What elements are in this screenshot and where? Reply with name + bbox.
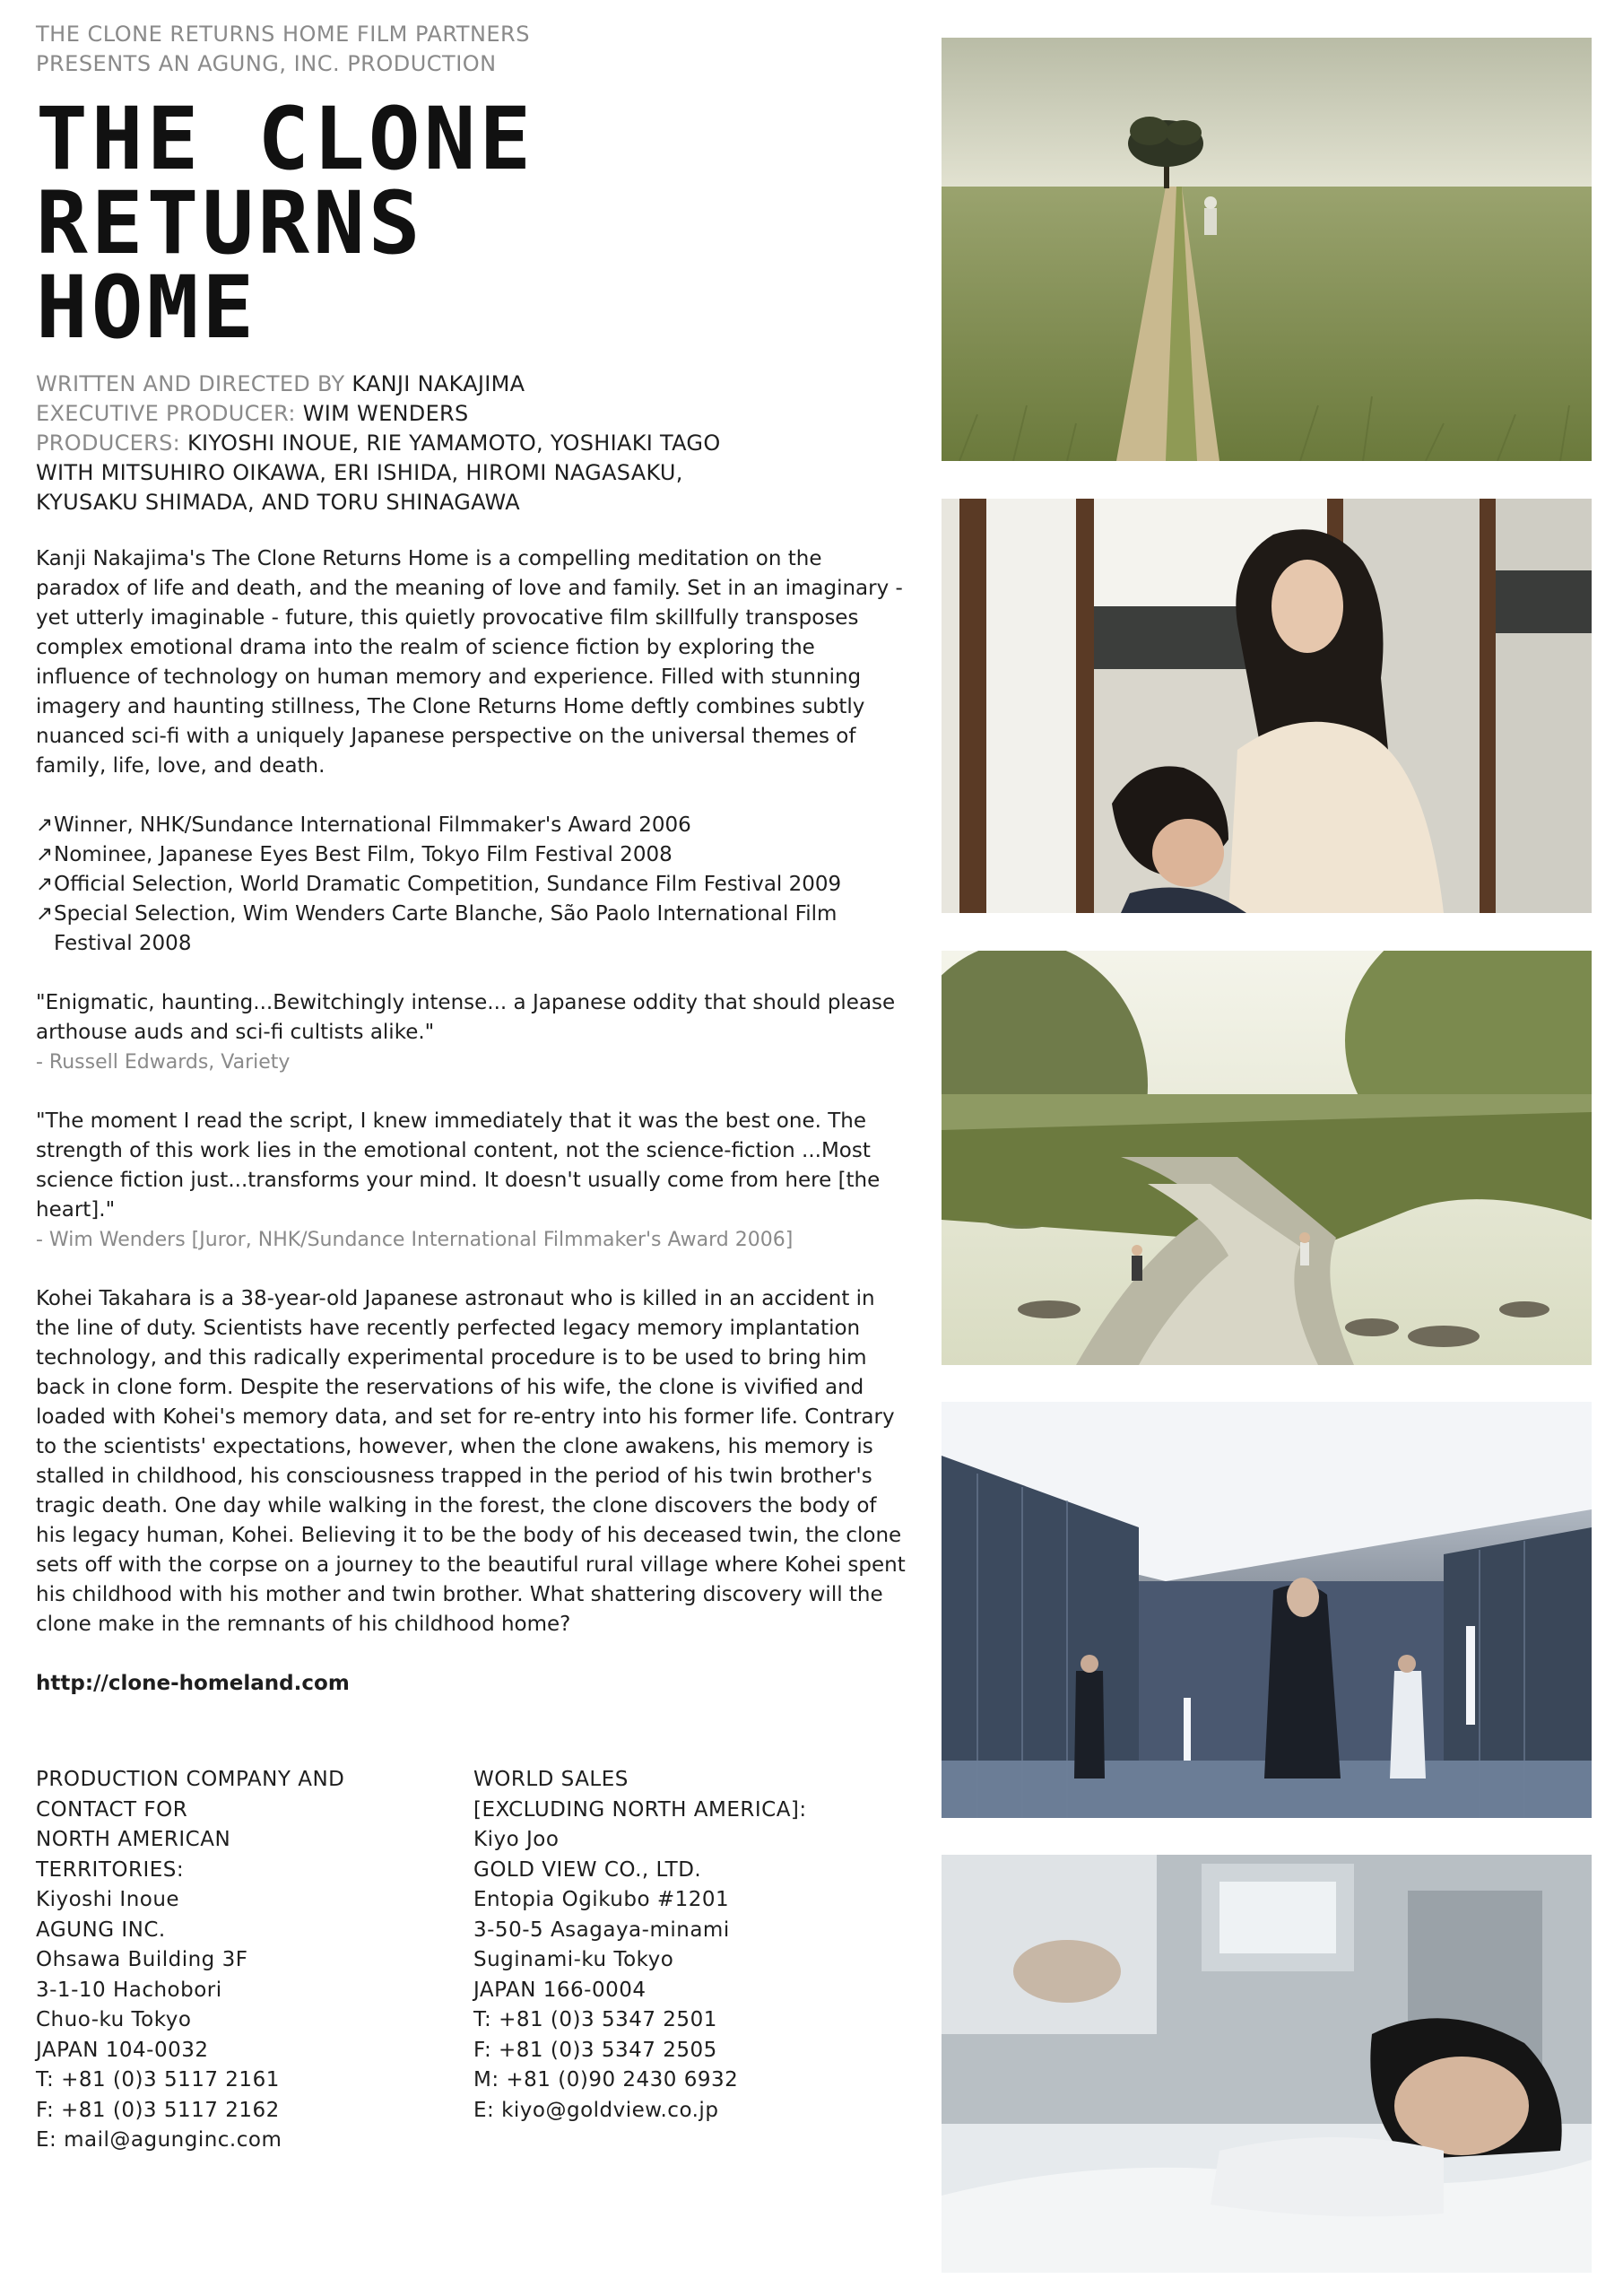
award-item xyxy=(36,900,910,959)
world-sales-contact xyxy=(473,1765,913,2126)
arrow-icon: ↗ xyxy=(36,902,54,926)
credit-label: PRODUCERS: xyxy=(36,430,187,456)
left-column xyxy=(36,20,910,1699)
credit-line xyxy=(36,488,910,517)
still-laboratory-image xyxy=(942,1402,1592,1818)
credit-line xyxy=(36,429,910,458)
contact-line: NORTH AMERICAN xyxy=(36,1828,231,1851)
credit-value: KYUSAKU SHIMADA, AND TORU SHINAGAWA xyxy=(36,490,520,515)
contact-line: JAPAN 104-0032 xyxy=(36,2038,209,2062)
title-line: THE CLONE xyxy=(36,89,535,189)
contact-line: JAPAN 166-0004 xyxy=(473,1978,647,2002)
contact-line: Kiyo Joo xyxy=(473,1828,560,1851)
award-text: Nominee, Japanese Eyes Best Film, Tokyo Film Festival 2008 xyxy=(54,843,673,866)
credit-value: WITH MITSUHIRO OIKAWA, ERI ISHIDA, HIROMI NAGASAKU, xyxy=(36,460,683,485)
credit-line xyxy=(36,458,910,488)
title-line: RETURNS xyxy=(36,173,424,274)
presenter-credit xyxy=(36,20,910,79)
synopsis-paragraph: Kanji Nakajima's The Clone Returns Home is a compelling meditation on the paradox of life and death, and the meaning of love and family. Set in an imaginary - yet utterly imaginable - future, this quietly provocative film skillfully transposes complex emotional drama into the realm of science fiction by exploring the influence of technology on human memory and experience. Filled with stunning imagery and haunting stillness, The Clone Returns Home deftly combines subtly nuanced sci-fi with a uniquely Japanese perspective on the universal themes of family, life, love, and death. xyxy=(36,547,903,778)
credit-value: KIYOSHI INOUE, RIE YAMAMOTO, YOSHIAKI TAGO xyxy=(187,430,721,456)
still-hospital xyxy=(942,1855,1592,2273)
award-text: Winner, NHK/Sundance International Filmmaker's Award 2006 xyxy=(54,813,691,837)
film-title xyxy=(36,89,910,358)
presenter-line: THE CLONE RETURNS HOME FILM PARTNERS xyxy=(36,22,530,47)
contact-email[interactable]: E: kiyo@goldview.co.jp xyxy=(473,2098,719,2122)
contact-line: 3-1-10 Hachobori xyxy=(36,1978,222,2002)
contact-line: WORLD SALES xyxy=(473,1768,629,1791)
still-field-path xyxy=(942,38,1592,461)
award-item xyxy=(36,870,910,900)
credit-value: WIM WENDERS xyxy=(302,401,469,426)
contact-fax: F: +81 (0)3 5117 2162 xyxy=(36,2098,280,2122)
contact-line: Suginami-ku Tokyo xyxy=(473,1948,674,1971)
award-item xyxy=(36,840,910,870)
contact-phone: T: +81 (0)3 5347 2501 xyxy=(473,2008,717,2031)
still-mother-son-image xyxy=(942,499,1592,913)
arrow-icon: ↗ xyxy=(36,813,54,837)
still-hospital-image xyxy=(942,1855,1592,2273)
quote-text: "The moment I read the script, I knew immediately that it was the best one. The strength of this work lies in the emotional content, not the science-fiction ...Most science fiction just...transforms your mind. It doesn't usually come from here [the heart]." xyxy=(36,1109,881,1222)
contact-line: Kiyoshi Inoue xyxy=(36,1888,180,1911)
contact-line: [EXCLUDING NORTH AMERICA]: xyxy=(473,1797,807,1822)
contact-line: 3-50-5 Asagaya-minami xyxy=(473,1918,730,1942)
press-quote xyxy=(36,1107,910,1255)
presenter-line: PRESENTS AN AGUNG, INC. PRODUCTION xyxy=(36,51,497,76)
credits-block xyxy=(36,370,910,517)
award-text: Special Selection, Wim Wenders Carte Blanche, São Paolo International Film Festival 2008 xyxy=(54,902,838,955)
contact-phone: T: +81 (0)3 5117 2161 xyxy=(36,2068,280,2092)
contact-line: Entopia Ogikubo #1201 xyxy=(473,1888,730,1911)
credit-line xyxy=(36,399,910,429)
still-stream-image xyxy=(942,951,1592,1365)
contact-fax: F: +81 (0)3 5347 2505 xyxy=(473,2038,717,2062)
awards-list xyxy=(36,811,910,959)
production-contact xyxy=(36,1765,457,2156)
quote-attribution: - Wim Wenders [Juror, NHK/Sundance International Filmmaker's Award 2006] xyxy=(36,1229,794,1251)
contact-line: TERRITORIES: xyxy=(36,1857,185,1882)
plot-paragraph: Kohei Takahara is a 38-year-old Japanese astronaut who is killed in an accident in the line of duty. Scientists have recently perfected legacy memory implantation technology, and this radically experimental procedure is to be used to bring him back in clone form. Despite the reservations of his wife, the clone is vivified and loaded with Kohei's memory data, and set for re-entry into his former life. Contrary to the scientists' expectations, however, when the clone awakens, his memory is stalled in childhood, his consciousness trapped in the period of his twin brother's tragic death. One day while walking in the forest, the clone discovers the body of his legacy human, Kohei. Believing it to be the body of his deceased twin, the clone sets off with the corpse on a journey to the beautiful rural village where Kohei spent his childhood with his mother and twin brother. What shattering discovery will the clone make in the remnants of his childhood home? xyxy=(36,1287,906,1636)
award-text: Official Selection, World Dramatic Competition, Sundance Film Festival 2009 xyxy=(54,873,842,896)
arrow-icon: ↗ xyxy=(36,873,54,896)
title-line: HOME xyxy=(36,257,258,358)
contact-mobile: M: +81 (0)90 2430 6932 xyxy=(473,2068,739,2092)
contact-line: PRODUCTION COMPANY AND xyxy=(36,1768,345,1791)
contact-line: AGUNG INC. xyxy=(36,1918,166,1942)
quote-text: "Enigmatic, haunting...Bewitchingly intense... a Japanese oddity that should please arthouse auds and sci-fi cultists alike." xyxy=(36,991,896,1044)
arrow-icon: ↗ xyxy=(36,843,54,866)
credit-value: KANJI NAKAJIMA xyxy=(352,371,525,396)
press-quote xyxy=(36,988,910,1077)
still-laboratory xyxy=(942,1402,1592,1818)
award-item xyxy=(36,811,910,840)
credit-label: WRITTEN AND DIRECTED BY xyxy=(36,371,352,396)
contact-line: CONTACT FOR xyxy=(36,1797,188,1822)
still-mother-son xyxy=(942,499,1592,913)
contact-line: Chuo-ku Tokyo xyxy=(36,2008,192,2031)
contact-line: Ohsawa Building 3F xyxy=(36,1948,248,1971)
credit-label: EXECUTIVE PRODUCER: xyxy=(36,401,303,426)
contact-email[interactable]: E: mail@agunginc.com xyxy=(36,2128,282,2152)
credit-line xyxy=(36,370,910,399)
website-link[interactable]: http://clone-homeland.com xyxy=(36,1672,350,1695)
still-stream xyxy=(942,951,1592,1365)
quote-attribution: - Russell Edwards, Variety xyxy=(36,1051,291,1074)
contact-line: GOLD VIEW CO., LTD. xyxy=(473,1857,702,1882)
still-field-path-image xyxy=(942,38,1592,461)
